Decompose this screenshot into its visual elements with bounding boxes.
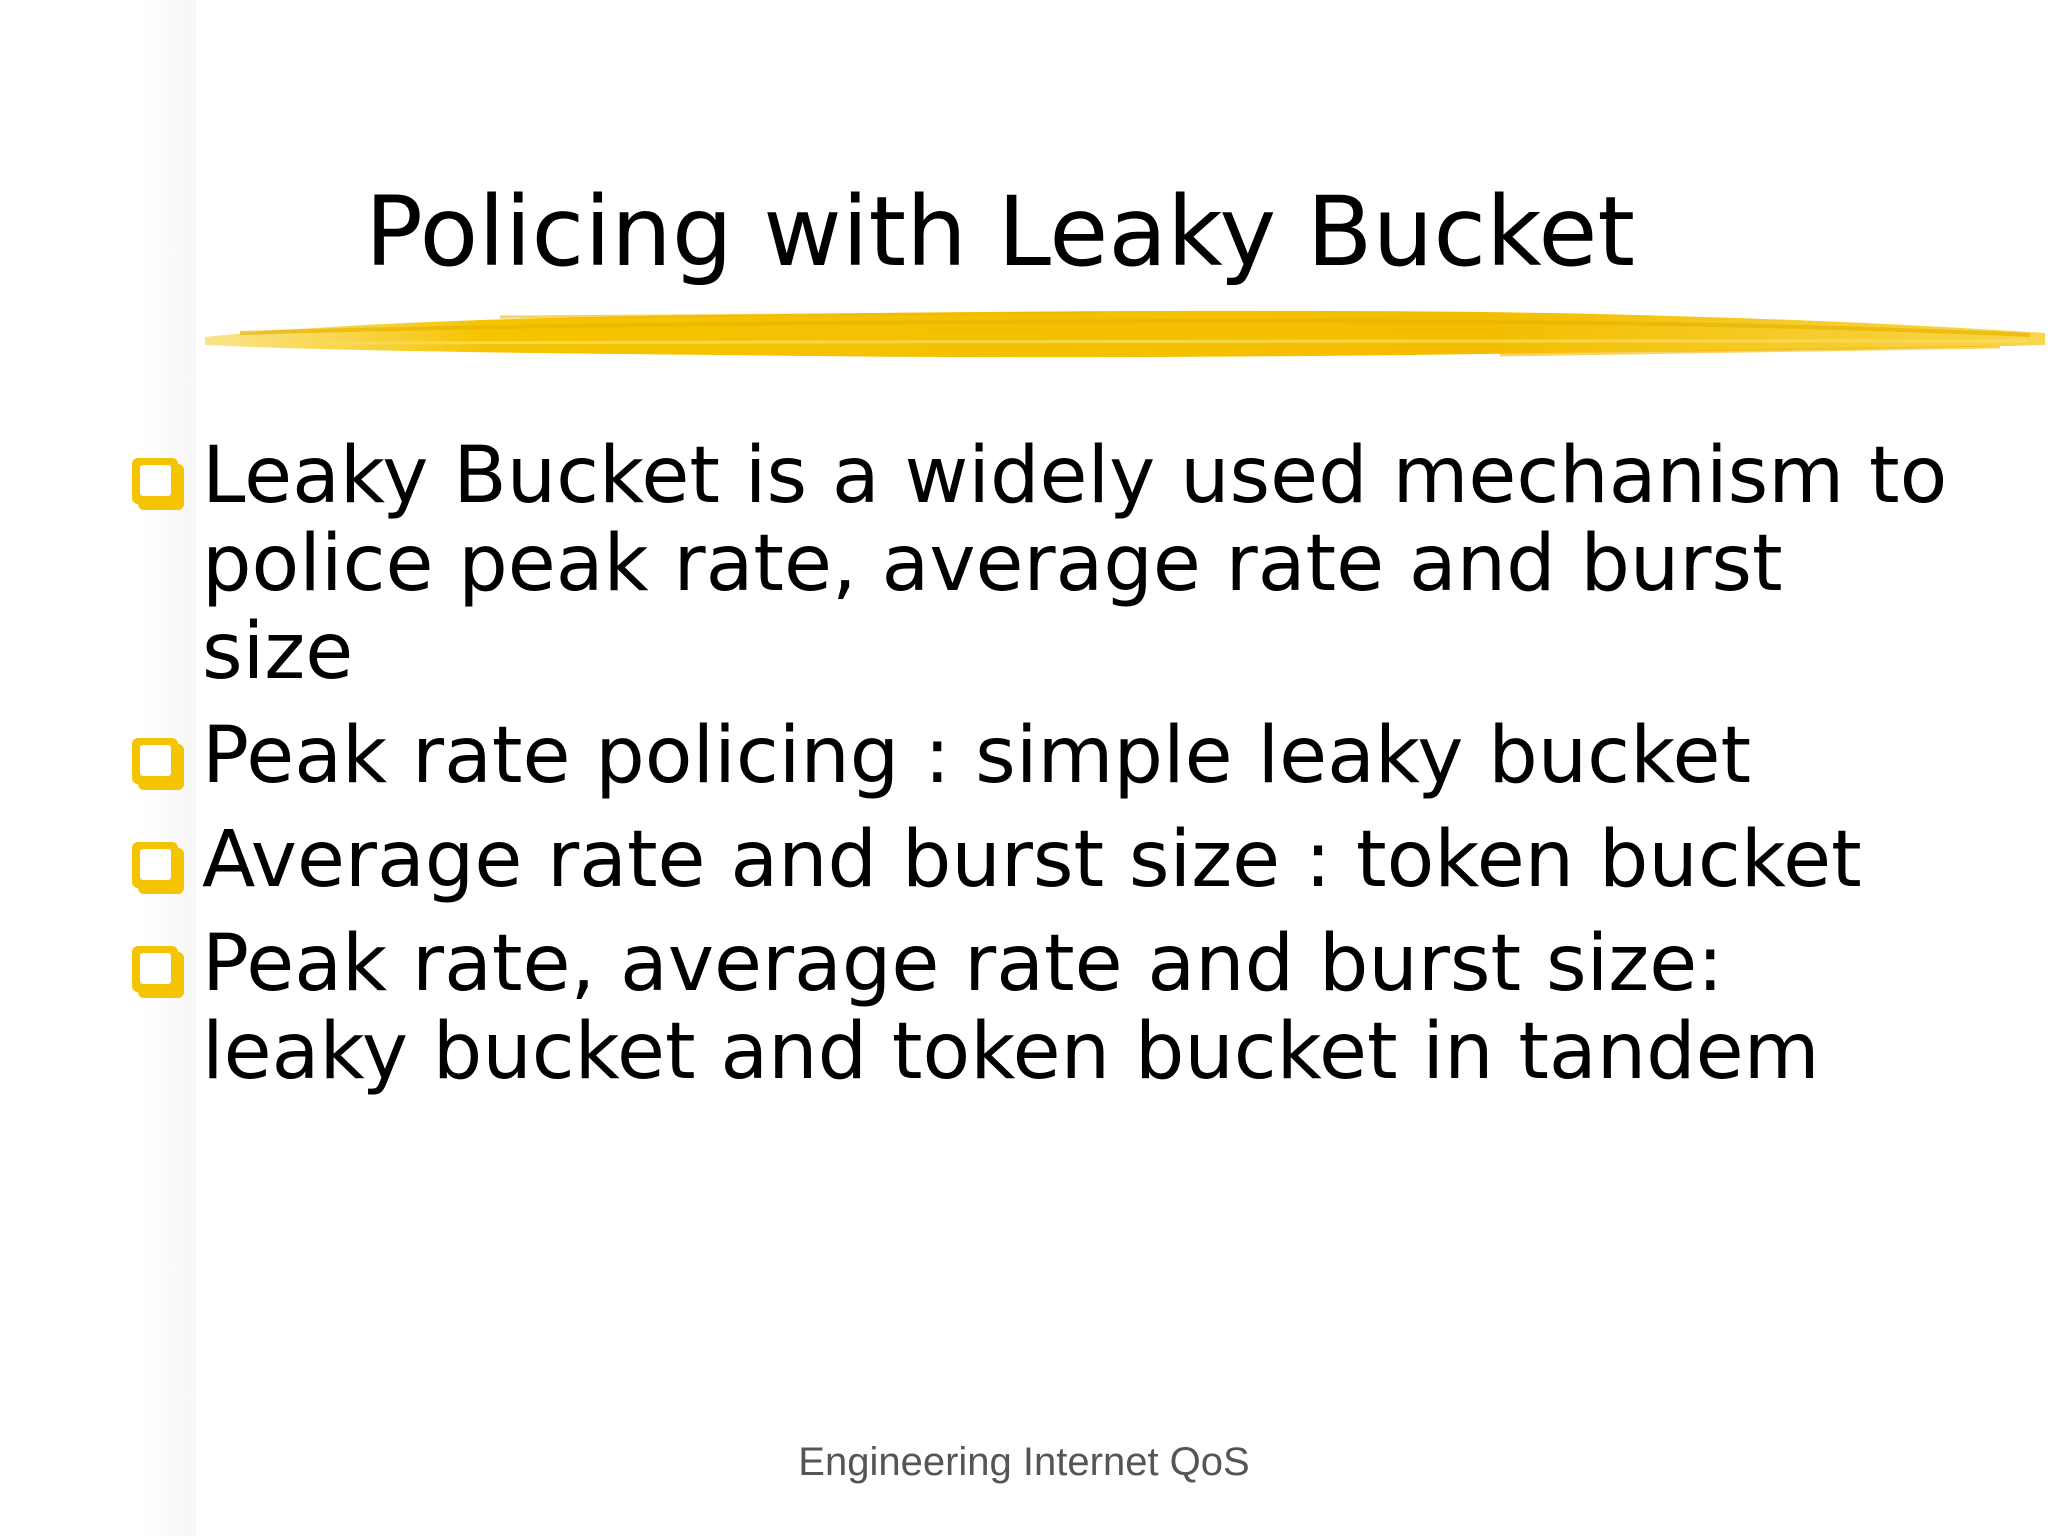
slide-title: Policing with Leaky Bucket bbox=[365, 176, 1636, 288]
hollow-square-bullet-icon bbox=[128, 452, 190, 514]
bullet-item bbox=[128, 432, 1948, 696]
bullet-item bbox=[128, 920, 1948, 1096]
title-brush-stroke bbox=[200, 295, 2048, 375]
bullet-text: Peak rate, average rate and burst size: leaky bucket and token bucket in tandem bbox=[202, 919, 1820, 1097]
bullet-item bbox=[128, 816, 1948, 904]
slide-footer: Engineering Internet QoS bbox=[798, 1440, 1250, 1484]
bullet-text: Average rate and burst size : token bucket bbox=[202, 815, 1862, 905]
hollow-square-bullet-icon bbox=[128, 940, 190, 1002]
bullet-item bbox=[128, 712, 1948, 800]
bullet-list bbox=[128, 432, 1948, 1112]
bullet-text: Peak rate policing : simple leaky bucket bbox=[202, 711, 1752, 801]
hollow-square-bullet-icon bbox=[128, 836, 190, 898]
bullet-text: Leaky Bucket is a widely used mechanism to police peak rate, average rate and burst size bbox=[202, 431, 1948, 697]
hollow-square-bullet-icon bbox=[128, 732, 190, 794]
